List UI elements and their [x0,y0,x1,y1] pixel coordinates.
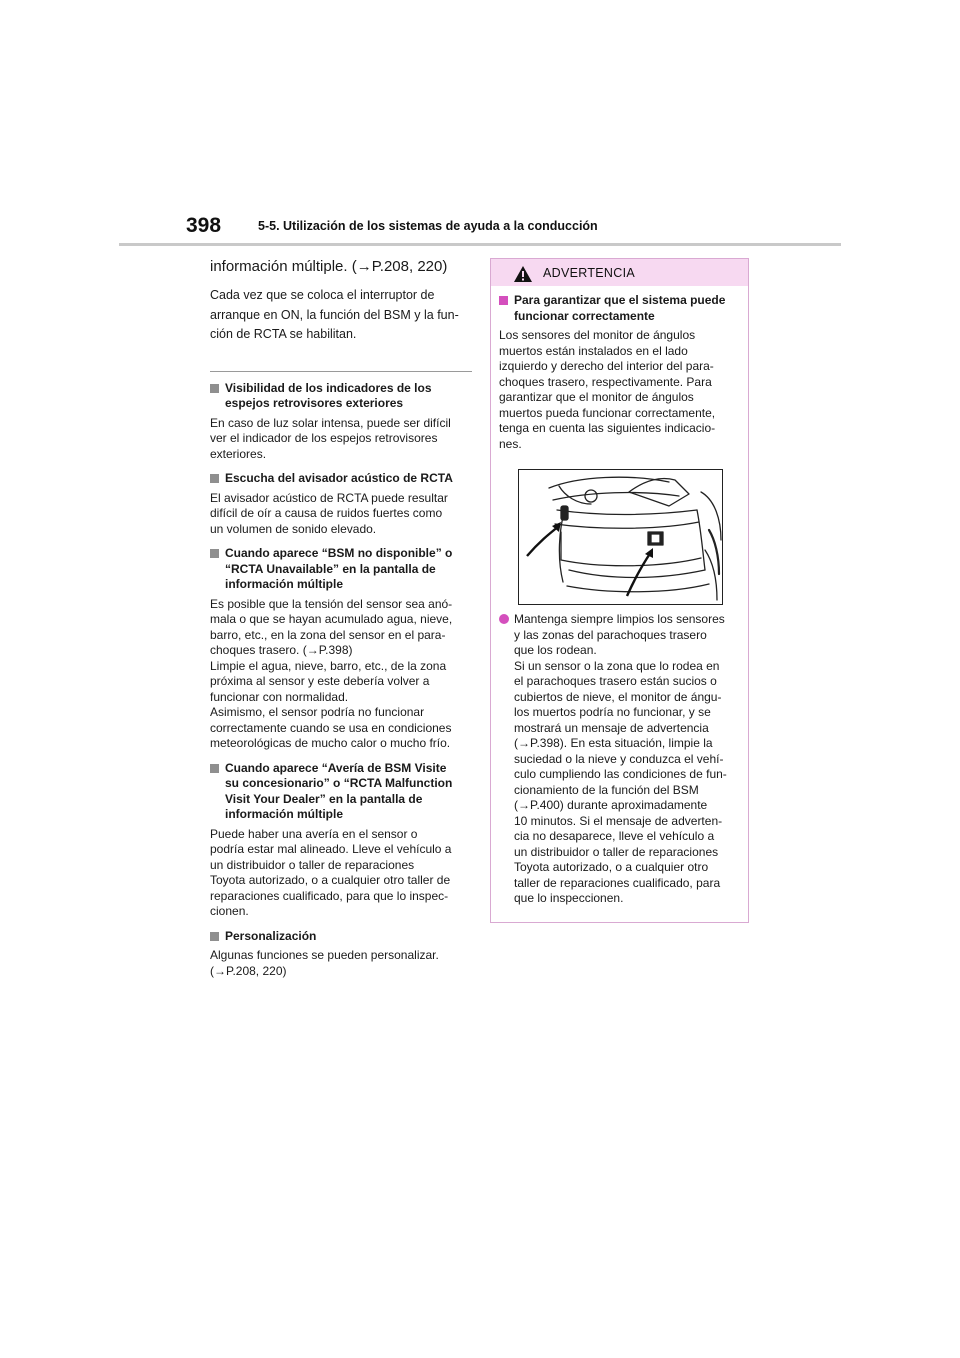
section-body: En caso de luz solar intensa, puede ser difícil ver el indicador de los espejos retrovisores exteriores. [210,415,451,461]
section-rcta-buzzer [210,471,472,537]
page-number: 398 [186,214,222,237]
column-divider [210,371,472,372]
intro-line: ción de RCTA se habilitan. [210,327,357,341]
header-divider [119,243,841,246]
section-visibility [210,381,472,463]
warning-triangle-icon [513,265,533,283]
left-column [210,257,472,979]
section-body: Es posible que la tensión del sensor sea anó- mala o que se hayan acumulado agua, nieve, barro, etc., en la zona del sensor en el para- choques trasero. (→P.398) Limpie el agua, nieve, barro, etc., de la zona próxima al sensor y este debería volver a funcionar con normalidad. Asimismo, el sensor podría no funcionar correctamente cuando se usa en condiciones meteorológicas de mucho calor o mucho frío. [210,596,453,750]
section-heading: Cuando aparece “Avería de BSM Visite su concesionario” o “RCTA Malfunction Visit Your Dealer” en la pantalla de información múltiple [210,761,472,823]
section-heading: Cuando aparece “BSM no disponible” o “RCTA Unavailable” en la pantalla de información múltiple [210,546,472,593]
section-heading: Visibilidad de los indicadores de los espejos retrovisores exteriores [210,381,472,412]
warning-heading: Para garantizar que el sistema puede funcionar correctamente [499,293,742,324]
square-bullet-icon [499,296,508,305]
warning-body [491,286,748,907]
car-rear-illustration [519,470,722,604]
section-body: Puede haber una avería en el sensor o podría estar mal alineado. Lleve el vehículo a un distribuidor o taller de reparaciones Toyota autorizado, o a cualquier otro taller de reparaciones cualificado, para que lo inspec- cionen. [210,826,452,918]
warning-bullet: Mantenga siempre limpios los sensores y las zonas del parachoques trasero que los rodean. Si un sensor o la zona que lo rodea en el parachoques trasero están sucios o cubiertos de nieve, el monitor de ángu- los muertos podría no funcionar, y se mostrará un mensaje de advertencia (→P.398). En esta situación, limpie la suciedad o la nieve y conduzca el vehí- culo cumpliendo las condiciones de fun- cionamiento de la función del BSM (→P.400) durante aproximadamente 10 minutos. Si el mensaje de adverten- cia no desaparece, lleve el vehículo a un distribuidor o taller de reparaciones Toyota autorizado, o a cualquier otro taller de reparaciones cualificado, para que lo inspeccionen. [499,612,742,907]
rear-bumper-sensor-illustration [518,469,723,605]
intro-paragraph [210,286,472,345]
warning-box [490,258,749,923]
lead-text: información múltiple. (→P.208, 220) [210,258,448,275]
warning-title: ADVERTENCIA [543,266,635,280]
intro-line: Cada vez que se coloca el interruptor de [210,288,435,302]
square-bullet-icon [210,474,219,483]
section-body: Algunas funciones se pueden personalizar. (→P.208, 220) [210,948,439,978]
section-title: 5-5. Utilización de los sistemas de ayuda a la conducción [258,219,598,233]
warning-paragraph: Los sensores del monitor de ángulos muertos están instalados en el lado izquierdo y derecho del interior del para- choques trasero, respectivamente. Para garantizar que el monitor de ángulos muertos pueda funcionar correctamente, tenga en cuenta las siguientes indicacio- nes. [499,328,716,451]
square-bullet-icon [210,932,219,941]
section-body: El avisador acústico de RCTA puede resultar difícil de oír a causa de ruidos fuertes como un volumen de sonido elevado. [210,490,448,536]
intro-line: arranque en ON, la función del BSM y la fun- [210,307,459,322]
section-bsm-unavailable [210,546,472,752]
section-customization [210,929,472,980]
section-bsm-malfunction [210,761,472,920]
warning-header [491,259,748,286]
section-heading: Personalización [210,929,472,945]
square-bullet-icon [210,549,219,558]
section-heading: Escucha del avisador acústico de RCTA [210,471,472,487]
square-bullet-icon [210,764,219,773]
square-bullet-icon [210,384,219,393]
round-bullet-icon [499,614,509,624]
